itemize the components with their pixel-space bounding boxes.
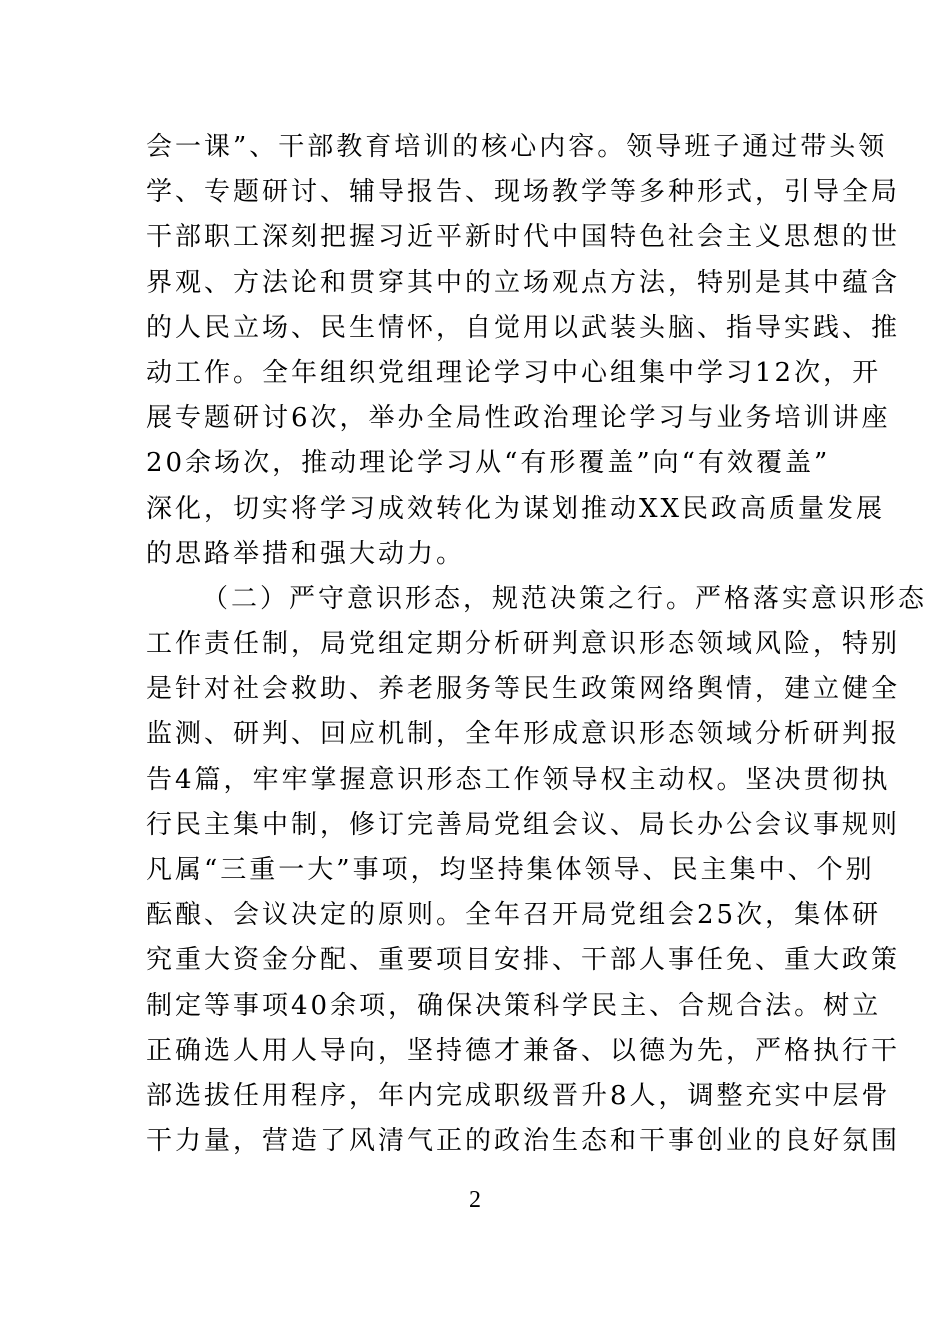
text-line: 凡属“三重一大”事项，均坚持集体领导、民主集中、个别	[146, 855, 875, 885]
text-line: 的人民立场、民生情怀，自觉用以武装头脑、指导实践、推	[146, 312, 901, 343]
body-text	[146, 125, 928, 1164]
text-line: 正确选人用人导向，坚持德才兼备、以德为先，严格执行干	[146, 1035, 901, 1066]
section-heading-line: （二）严守意识形态，规范决策之行。严格落实意识形态	[202, 583, 928, 614]
text-line: 界观、方法论和贯穿其中的立场观点方法，特别是其中蕴含	[146, 267, 901, 298]
text-line: 干部职工深刻把握习近平新时代中国特色社会主义思想的世	[146, 222, 901, 253]
text-line: 的思路举措和强大动力。	[146, 538, 466, 569]
text-line: 酝酿、会议决定的原则。全年召开局党组会25次，集体研	[146, 900, 882, 931]
text-line: 工作责任制，局党组定期分析研判意识形态领域风险，特别	[146, 629, 901, 660]
text-line: 是针对社会救助、养老服务等民生政策网络舆情，建立健全	[146, 674, 901, 705]
text-line: 告4篇，牢牢掌握意识形态工作领导权主动权。坚决贯彻执	[146, 764, 891, 795]
text-line: 究重大资金分配、重要项目安排、干部人事任免、重大政策	[146, 945, 901, 976]
text-line: 20余场次，推动理论学习从“有形覆盖”向“有效覆盖”	[146, 448, 831, 479]
text-line: 干力量，营造了风清气正的政治生态和干事创业的良好氛围	[146, 1126, 901, 1157]
text-line: 动工作。全年组织党组理论学习中心组集中学习12次，开	[146, 357, 882, 388]
text-line: 行民主集中制，修订完善局党组会议、局长办公会议事规则	[146, 809, 901, 840]
text-line: 深化，切实将学习成效转化为谋划推动XX民政高质量发展	[146, 493, 886, 524]
text-line: 部选拔任用程序，年内完成职级晋升8人，调整充实中层骨	[146, 1080, 891, 1111]
text-line: 监测、研判、回应机制，全年形成意识形态领域分析研判报	[146, 719, 901, 750]
text-line: 制定等事项40余项，确保决策科学民主、合规合法。树立	[146, 990, 882, 1021]
text-line: 展专题研讨6次，举办全局性政治理论学习与业务培训讲座	[146, 403, 891, 434]
text-line: 学、专题研讨、辅导报告、现场教学等多种形式，引导全局	[146, 177, 901, 208]
page-number: 2	[469, 1187, 481, 1213]
text-line: 会一课”、干部教育培训的核心内容。领导班子通过带头领	[146, 132, 888, 162]
